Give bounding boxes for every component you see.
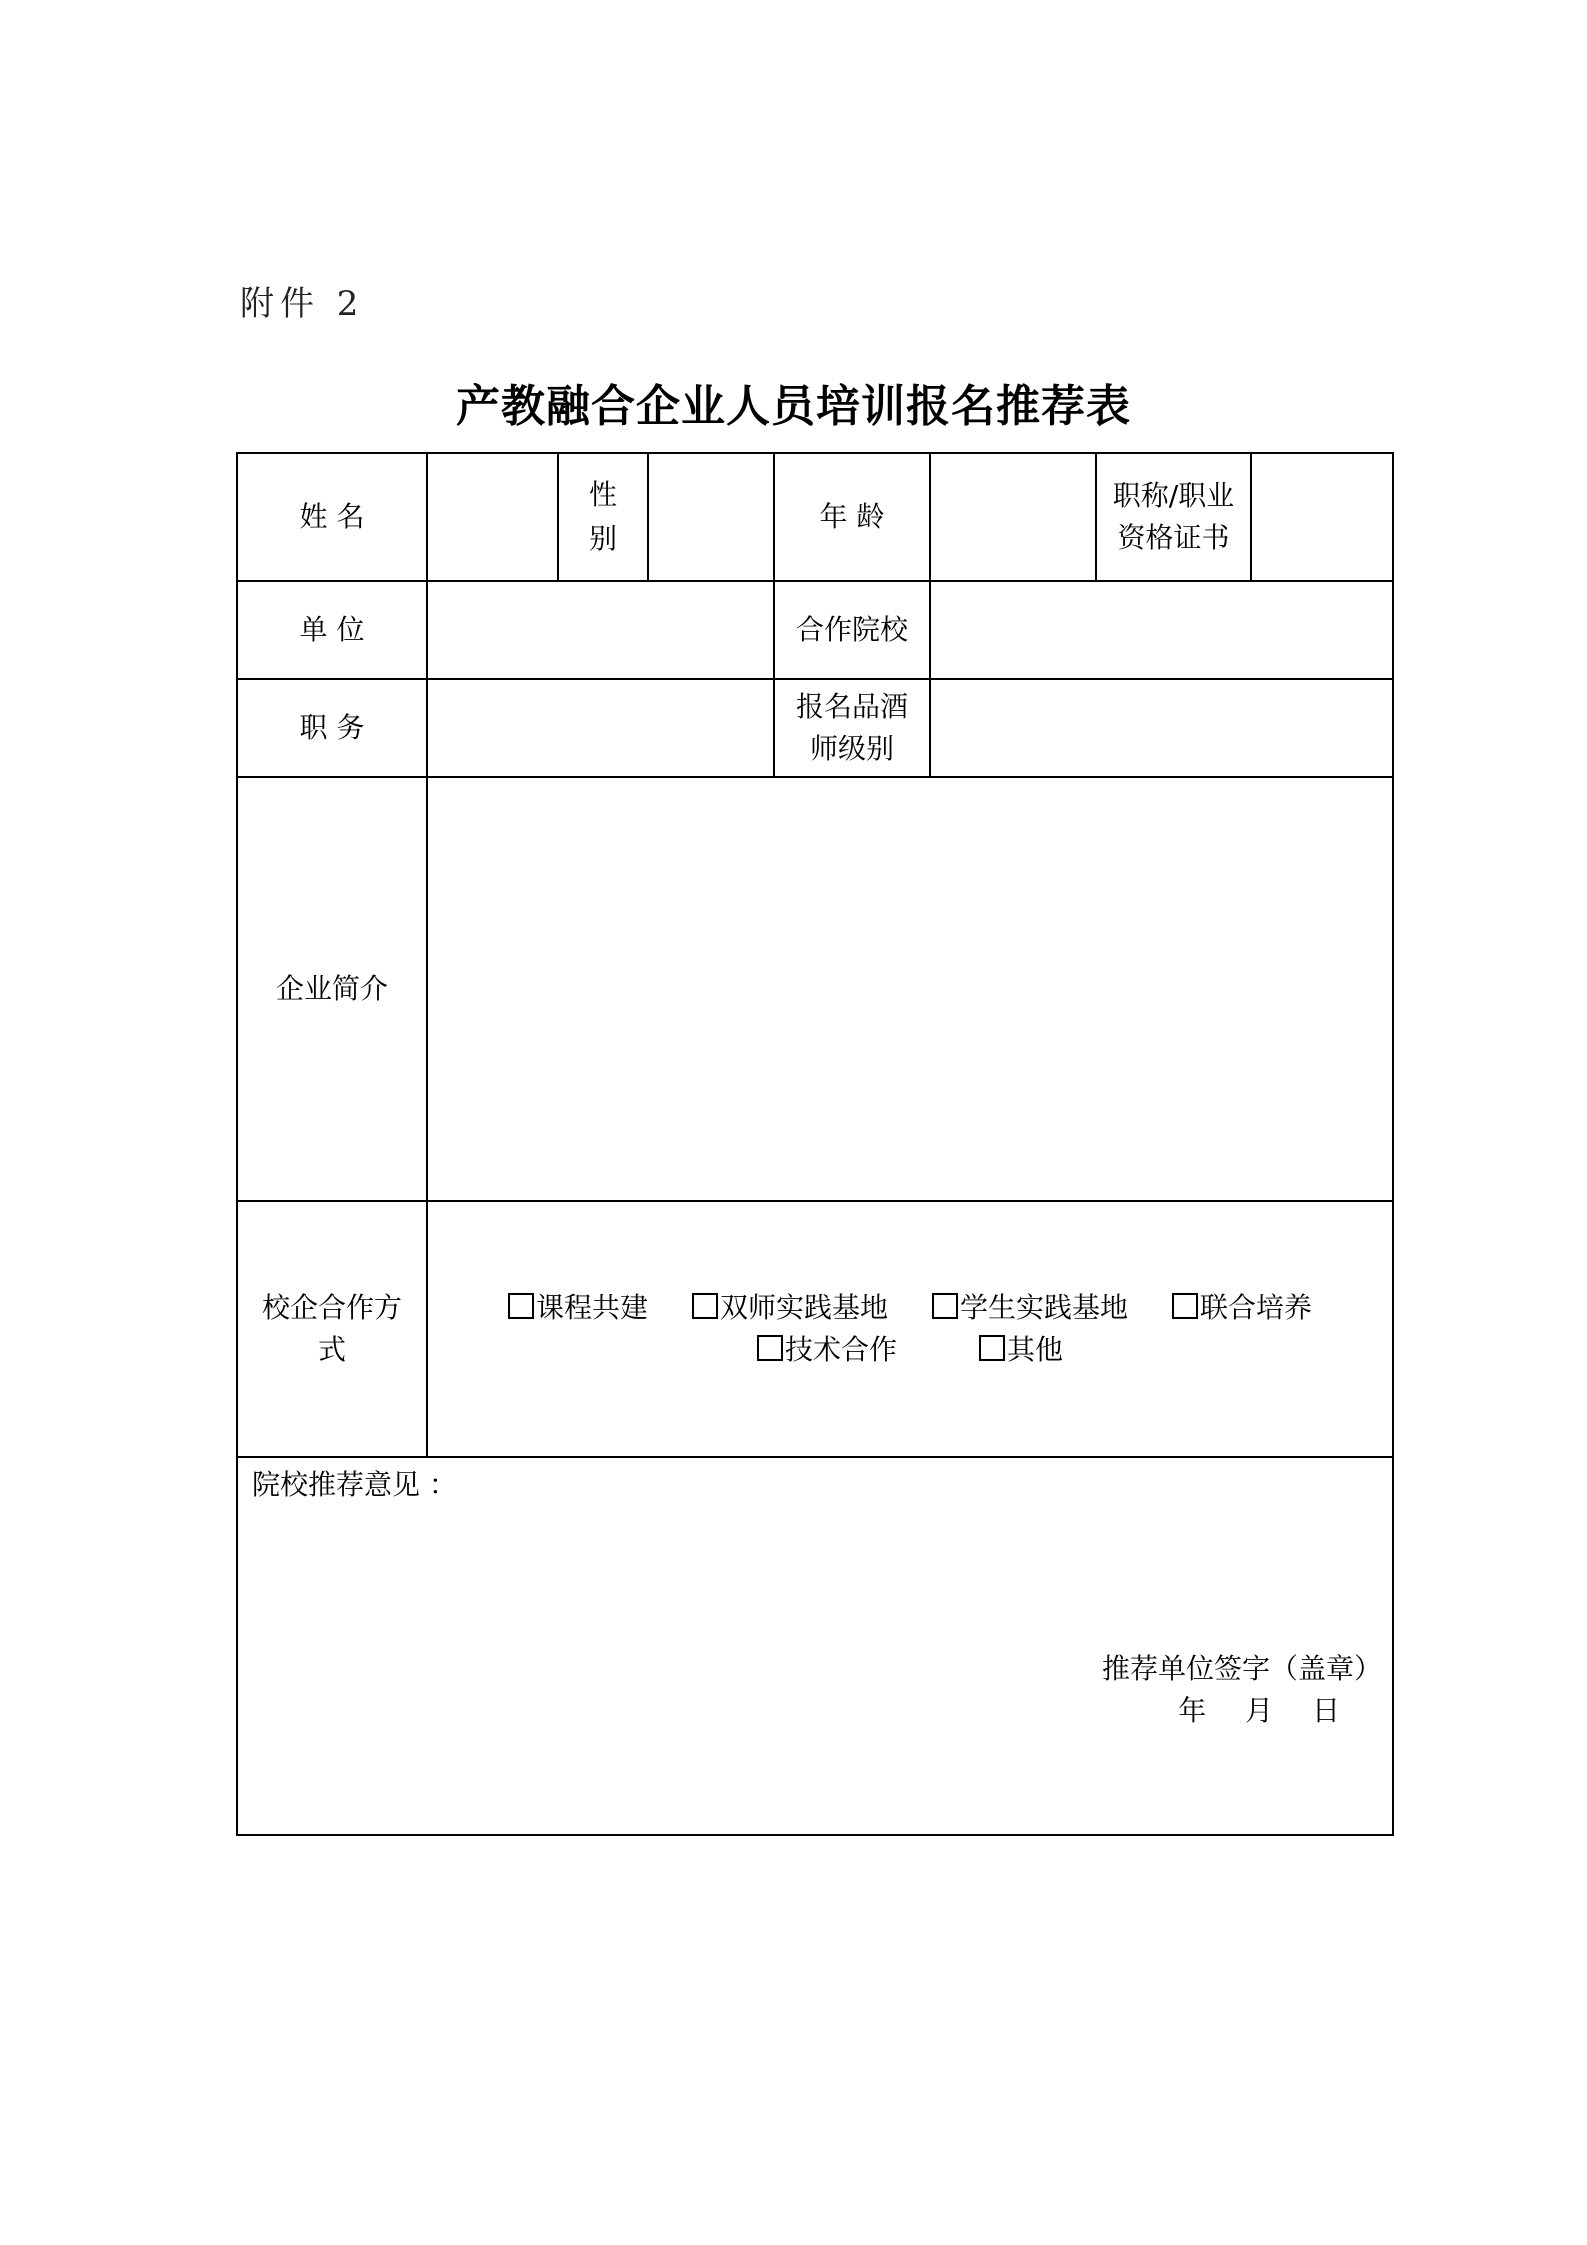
level-label: 报名品酒师级别 — [774, 679, 930, 777]
position-label: 职 务 — [237, 679, 427, 777]
row-coop-mode — [237, 1201, 1393, 1457]
title-cert-value[interactable] — [1251, 453, 1393, 581]
signature-label: 推荐单位签字（盖章） — [1101, 1652, 1382, 1685]
name-label: 姓 名 — [237, 453, 427, 581]
coop-options-cell — [427, 1201, 1393, 1457]
option-course-cobuild[interactable]: 课程共建 — [508, 1287, 648, 1329]
registration-form-table — [236, 452, 1394, 1836]
unit-value[interactable] — [427, 581, 774, 679]
form-title: 产教融合企业人员培训报名推荐表 — [456, 381, 1131, 432]
gender-label: 性别 — [558, 453, 648, 581]
age-value[interactable] — [930, 453, 1096, 581]
partner-school-label: 合作院校 — [774, 581, 930, 679]
recommendation-cell[interactable] — [237, 1457, 1393, 1835]
checkbox[interactable] — [692, 1293, 718, 1319]
row-recommendation — [237, 1457, 1393, 1835]
recommendation-label: 院校推荐意见 ： — [252, 1468, 457, 1501]
position-value[interactable] — [427, 679, 774, 777]
option-other[interactable]: 其他 — [979, 1329, 1063, 1371]
gender-value[interactable] — [648, 453, 774, 581]
company-intro-label: 企业简介 — [237, 777, 427, 1201]
checkbox[interactable] — [757, 1335, 783, 1361]
attachment-label: 附件 2 — [240, 284, 365, 324]
option-student-practice-base[interactable]: 学生实践基地 — [932, 1287, 1128, 1329]
row-position — [237, 679, 1393, 777]
age-label: 年 龄 — [774, 453, 930, 581]
coop-mode-label: 校企合作方式 — [237, 1201, 427, 1457]
coop-options-line-2 — [428, 1329, 1392, 1371]
coop-options-line-1 — [428, 1287, 1392, 1329]
name-value[interactable] — [427, 453, 558, 581]
level-value[interactable] — [930, 679, 1393, 777]
unit-label: 单 位 — [237, 581, 427, 679]
option-dual-teacher-base[interactable]: 双师实践基地 — [692, 1287, 888, 1329]
option-tech-cooperation[interactable]: 技术合作 — [757, 1329, 897, 1371]
checkbox[interactable] — [508, 1293, 534, 1319]
partner-school-value[interactable] — [930, 581, 1393, 679]
row-company-intro — [237, 777, 1393, 1201]
checkbox[interactable] — [1172, 1293, 1198, 1319]
company-intro-value[interactable] — [427, 777, 1393, 1201]
row-unit — [237, 581, 1393, 679]
option-joint-training[interactable]: 联合培养 — [1172, 1287, 1312, 1329]
title-cert-label: 职称/职业资格证书 — [1096, 453, 1251, 581]
row-basic-info — [237, 453, 1393, 581]
signature-date: 年 月 日 — [1178, 1694, 1340, 1727]
checkbox[interactable] — [979, 1335, 1005, 1361]
checkbox[interactable] — [932, 1293, 958, 1319]
